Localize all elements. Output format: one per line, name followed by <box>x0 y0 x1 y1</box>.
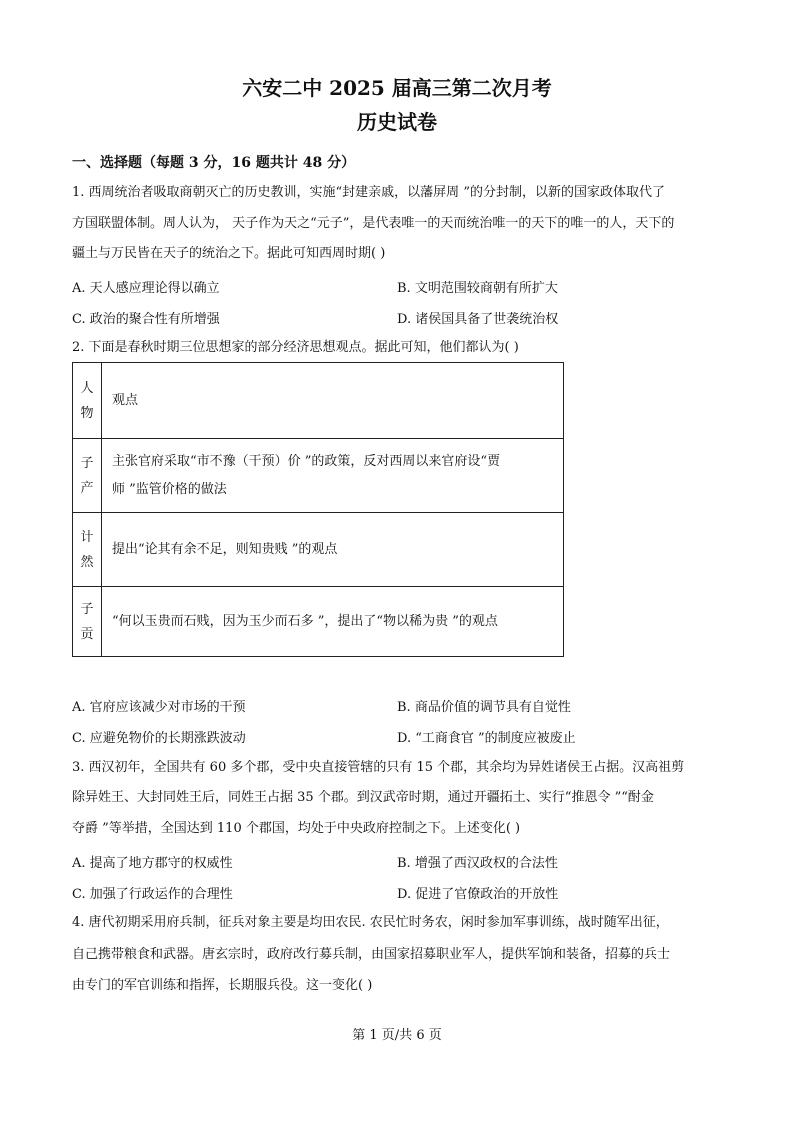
option-b: B. 文明范围较商朝有所扩大 <box>397 281 558 296</box>
question-text-line: 除异姓王、大封同姓王后，同姓王占据 35 个郡。到汉武帝时期，通过开疆拓土、实行“推恩令 ”“酎金 <box>72 790 654 805</box>
option-d: D. “工商食官 ”的制度应被废止 <box>397 731 576 746</box>
option-c: C. 应避免物价的长期涨跌波动 <box>72 731 246 746</box>
question-text-line: 由专门的军官训练和指挥，长期服兵役。这一变化( ) <box>72 978 373 993</box>
view-cell: 提出“论其有余不足，则知贵贱 ”的观点 <box>102 513 564 587</box>
question-text-line: 2. 下面是春秋时期三位思想家的部分经济思想观点。据此可知，他们都认为( ) <box>72 340 519 355</box>
table-row <box>73 587 564 657</box>
question-text-line: 4. 唐代初期采用府兵制，征兵对象主要是均田农民. 农民忙时务农，闲时参加军事训练，战时随军出征， <box>72 915 669 930</box>
person-cell: 子 贡 <box>73 587 102 657</box>
section-heading: 一、选择题（每题 3 分，16 题共计 48 分） <box>72 155 356 171</box>
question-text-line: 3. 西汉初年，全国共有 60 多个郡，受中央直接管辖的只有 15 个郡，其余均为异姓诸侯王占据。汉高祖剪 <box>72 760 685 775</box>
table-row <box>73 513 564 587</box>
table-row <box>73 439 564 513</box>
view-cell: 主张官府采取“市不豫（干预）价 ”的政策，反对西周以来官府设“贾 师 ”监管价格的做法 <box>102 439 564 513</box>
table-header-row <box>73 363 564 439</box>
exam-subtitle: 历史试卷 <box>357 110 437 134</box>
question-text-line: 疆土与万民皆在天子的统治之下。据此可知西周时期( ) <box>72 246 386 261</box>
table-header-view: 观点 <box>102 363 564 439</box>
option-c: C. 政治的聚合性有所增强 <box>72 312 220 327</box>
option-b: B. 增强了西汉政权的合法性 <box>397 856 558 871</box>
view-cell: “何以玉贵而石贱，因为玉少而石多 ”，提出了“物以稀为贵 ”的观点 <box>102 587 564 657</box>
exam-title: 六安二中 2025 届高三第二次月考 <box>242 76 552 100</box>
option-d: D. 诸侯国具备了世袭统治权 <box>397 312 559 327</box>
option-d: D. 促进了官僚政治的开放性 <box>397 887 559 902</box>
person-cell: 子 产 <box>73 439 102 513</box>
option-c: C. 加强了行政运作的合理性 <box>72 887 233 902</box>
table-header-person: 人 物 <box>73 363 102 439</box>
question-text-line: 夺爵 ”等举措，全国达到 110 个郡国，均处于中央政府控制之下。上述变化( ) <box>72 821 521 836</box>
option-b: B. 商品价值的调节具有自觉性 <box>397 700 571 715</box>
question-text-line: 1. 西周统治者吸取商朝灭亡的历史教训，实施“封建亲戚，以藩屏周 ”的分封制，以新的国家政体取代了 <box>72 185 665 200</box>
page-number: 第 1 页/共 6 页 <box>352 1028 442 1043</box>
option-a: A. 天人感应理论得以确立 <box>72 281 220 296</box>
thinkers-table <box>72 362 564 657</box>
question-text-line: 方国联盟体制。周人认为， 天子作为天之“元子”，是代表唯一的天而统治唯一的天下的唯一的人，天下的 <box>72 216 675 231</box>
person-cell: 计 然 <box>73 513 102 587</box>
option-a: A. 提高了地方郡守的权威性 <box>72 856 233 871</box>
question-text-line: 自己携带粮食和武器。唐玄宗时，政府改行募兵制，由国家招募职业军人，提供军饷和装备，招募的兵士 <box>72 947 671 962</box>
option-a: A. 官府应该减少对市场的干预 <box>72 700 246 715</box>
